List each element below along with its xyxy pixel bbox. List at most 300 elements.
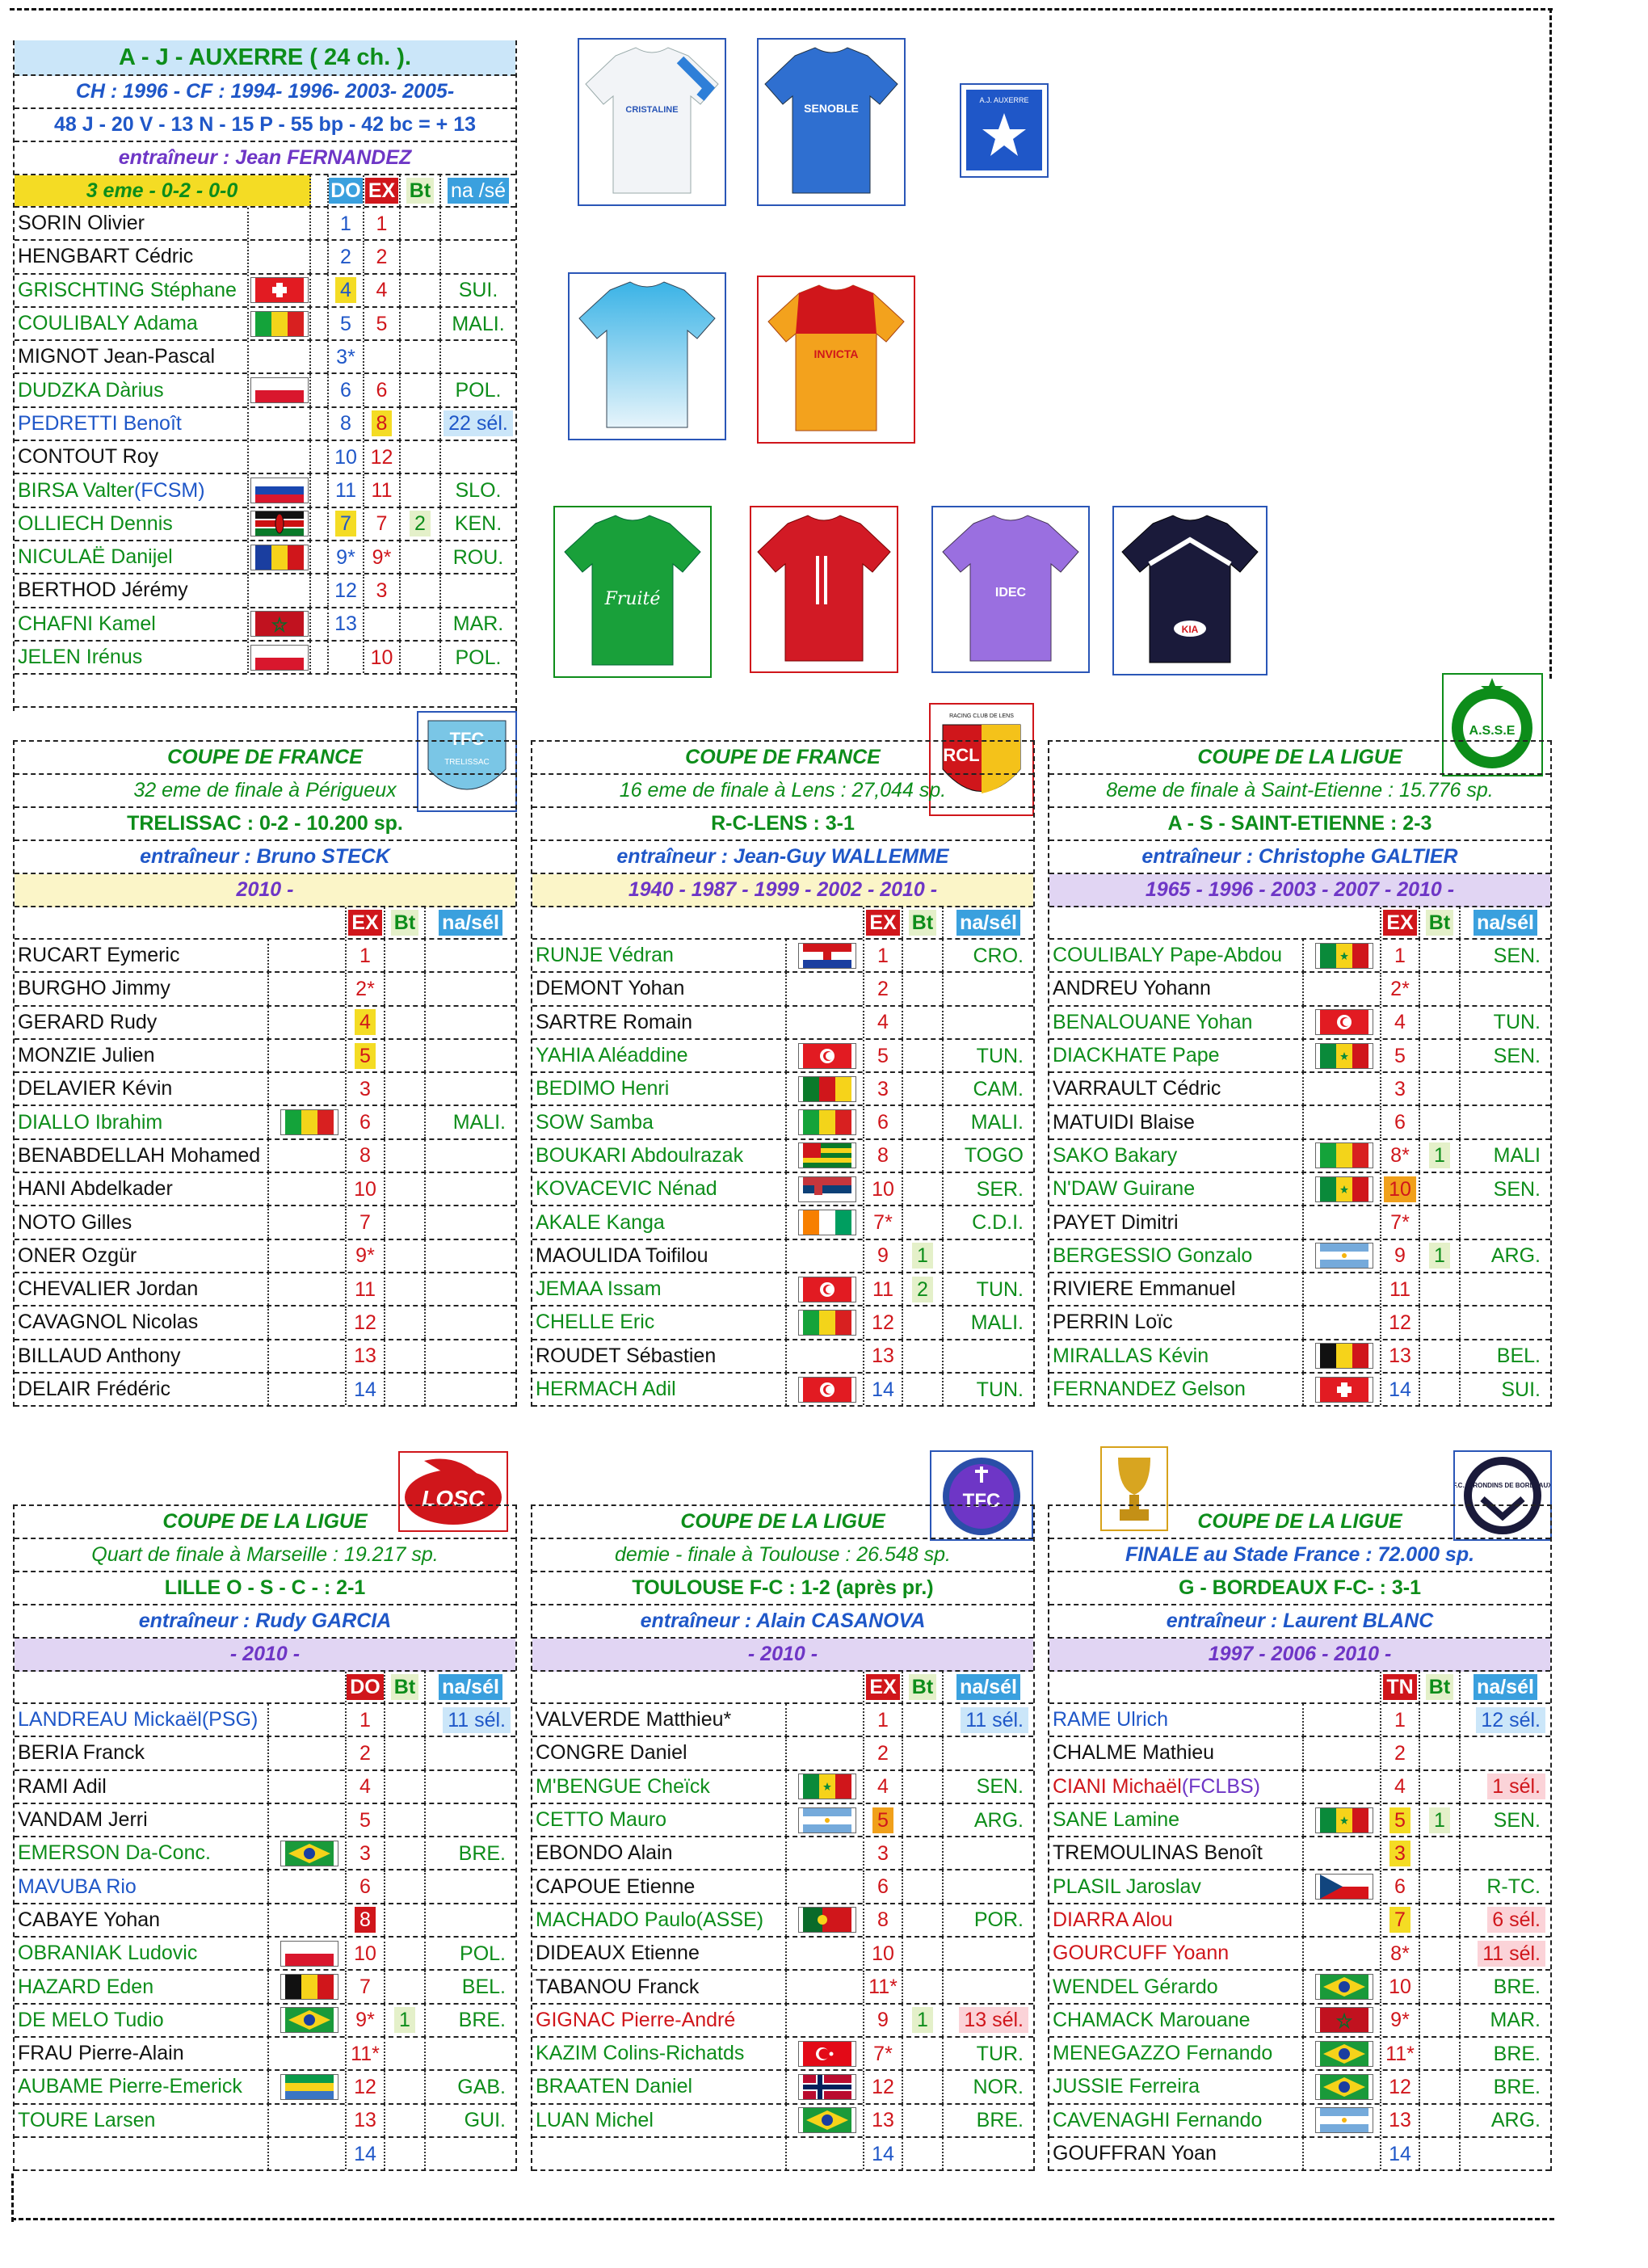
player-name-text: RAME Ulrich: [1053, 1708, 1169, 1732]
player-name-text: ANDREU Yohann: [1053, 977, 1211, 1000]
player-name: [532, 1837, 787, 1869]
shirt-number: 14: [347, 2138, 385, 2169]
player-row: [15, 1837, 515, 1870]
player-name-text: CHALME Mathieu: [1053, 1741, 1215, 1765]
nationality: [944, 1870, 1033, 1902]
nationality: CAM.: [973, 1077, 1024, 1100]
header-empty: [1049, 907, 1381, 938]
player-row: [15, 2038, 515, 2071]
nationality: [441, 208, 515, 239]
player-name: [1049, 1340, 1304, 1372]
player-flag: [269, 1007, 347, 1038]
player-row: [15, 408, 515, 441]
player-name: [15, 308, 249, 339]
goals: [1420, 1106, 1461, 1138]
player-name-text: EBONDO Alain: [536, 1841, 673, 1865]
goals: [385, 1040, 426, 1071]
player-row: [532, 973, 1033, 1006]
panel-header-row: [1049, 1672, 1550, 1704]
player-name-text: GIGNAC Pierre-André: [536, 2008, 736, 2031]
shirt-number: 9: [864, 1240, 903, 1272]
player-row-empty: [15, 675, 515, 708]
nationality: BRE.: [458, 1841, 506, 1865]
player-name: [532, 1804, 787, 1836]
player-name-text: TOURE Larsen: [18, 2108, 156, 2131]
player-flag: [787, 1307, 864, 1338]
player-row: [15, 1771, 515, 1804]
goals: [385, 1206, 426, 1238]
player-name: [15, 2005, 269, 2036]
cup-years: - 2010 -: [532, 1639, 1033, 1672]
player-row: [1049, 1971, 1550, 2004]
player-name-text: OLLIECH Dennis: [18, 511, 173, 535]
player-name-text: BIRSA Valter: [18, 478, 135, 502]
player-flag: [1304, 2105, 1381, 2136]
p4-panel: [13, 1504, 517, 2171]
player-row: [15, 1870, 515, 1904]
player-name-text: VANDAM Jerri: [18, 1808, 148, 1832]
player-row: [1049, 1340, 1550, 1374]
player-name: [1049, 1040, 1304, 1071]
player-name: [532, 1737, 787, 1769]
col-na-header: [426, 907, 515, 938]
goals: [903, 1140, 944, 1172]
shirt-do: 6: [329, 374, 364, 406]
player-name: [15, 1140, 269, 1172]
goals: [903, 973, 944, 1004]
player-name: [15, 1870, 269, 1902]
col-bt-header: [903, 907, 944, 938]
player-name: [15, 1007, 269, 1038]
player-flag: [1304, 2071, 1381, 2102]
jersey-lens: [757, 276, 915, 444]
col-na-header-label: na/sél: [956, 910, 1020, 936]
player-name-text: CHAMACK Marouane: [1053, 2008, 1251, 2031]
jersey-sponsor: IDEC: [994, 586, 1027, 600]
player-name-text: AUBAME Pierre-Emerick: [18, 2075, 242, 2098]
shirt-do: 11: [329, 474, 364, 506]
player-name: [532, 2138, 787, 2169]
goals: [1420, 1007, 1461, 1038]
header-empty: [532, 1672, 864, 1702]
nationality: [426, 1040, 515, 1071]
player-row: [1049, 1173, 1550, 1206]
col-na-header-label: na/sél: [1474, 910, 1537, 936]
player-name-text: LUAN Michel: [536, 2108, 654, 2131]
player-name-text: MAVUBA Rio: [18, 1875, 137, 1898]
player-flag: [787, 973, 864, 1004]
player-name-text: BERTHOD Jérémy: [18, 579, 188, 602]
nationality: POR.: [973, 1908, 1024, 1932]
coach-line: entraîneur : Rudy GARCIA: [15, 1605, 515, 1639]
spacer: [311, 441, 329, 473]
player-name: [15, 973, 269, 1004]
shirt-number: 13: [347, 1340, 385, 1372]
player-flag: [787, 1870, 864, 1902]
shirt-number: 5: [864, 1804, 903, 1836]
player-row: [532, 1106, 1033, 1139]
header-empty: [15, 1672, 347, 1702]
shirt-number: 3: [864, 1837, 903, 1869]
nationality: [944, 1340, 1033, 1372]
goals: [401, 341, 441, 372]
player-flag: [269, 1106, 347, 1138]
auxerre-title: A - J - AUXERRE ( 24 ch. ).: [15, 40, 515, 76]
nationality: [1461, 1206, 1550, 1238]
player-name-text: MAOULIDA Toifilou: [536, 1243, 708, 1267]
player-name-text: TREMOULINAS Benoît: [1053, 1841, 1263, 1865]
goals: [401, 374, 441, 406]
player-name: [15, 1206, 269, 1238]
nationality: TUN.: [1493, 1011, 1541, 1034]
nationality: [426, 2038, 515, 2069]
player-flag: [1304, 1771, 1381, 1803]
shirt-number: 1: [1381, 1704, 1420, 1736]
auxerre-titles: CH : 1996 - CF : 1994- 1996- 2003- 2005-: [15, 76, 515, 109]
player-flag: [269, 1971, 347, 2002]
player-name-text: SANE Lamine: [1053, 1808, 1180, 1832]
goals: 1: [903, 1240, 944, 1272]
player-row: [532, 1837, 1033, 1870]
player-name-text: JEMAA Issam: [536, 1277, 662, 1301]
shirt-number: 12: [864, 2071, 903, 2102]
player-name: [532, 1273, 787, 1305]
player-name-text: ONER Ozgür: [18, 1243, 137, 1267]
player-name-text: MIGNOT Jean-Pascal: [18, 345, 216, 368]
col-bt-header: [385, 1672, 426, 1702]
player-name-text: MACHADO Paulo: [536, 1908, 696, 1931]
player-row: [15, 1374, 515, 1407]
player-name-text: CIANI Michaël: [1053, 1774, 1182, 1798]
shirt-number: 7: [347, 1971, 385, 2002]
player-name-text: MATUIDI Blaise: [1053, 1110, 1195, 1134]
player-name: [1049, 2138, 1304, 2169]
player-flag: [787, 2038, 864, 2069]
player-row: [1049, 2138, 1550, 2171]
coach-line: entraîneur : Christophe GALTIER: [1049, 841, 1550, 874]
player-row: [15, 1704, 515, 1737]
player-flag: [269, 1140, 347, 1172]
p1-panel: [13, 740, 517, 1407]
player-name: [532, 1206, 787, 1238]
player-flag: [1304, 2138, 1381, 2169]
player-row: [1049, 1938, 1550, 1971]
player-flag: [787, 1938, 864, 1969]
col-na-header: [1461, 1672, 1550, 1702]
shirt-number: 10: [347, 1938, 385, 1969]
shirt-ex: 1: [364, 208, 401, 239]
col-shirt-header-label: EX: [348, 910, 381, 936]
shirt-number: 1: [347, 940, 385, 971]
jersey-sponsor: Fruité: [604, 589, 661, 609]
player-name-text: COULIBALY Pape-Abdou: [1053, 944, 1282, 967]
col-bt-header-label: Bt: [1426, 1674, 1453, 1700]
player-flag: [249, 441, 311, 473]
player-flag: [1304, 2005, 1381, 2036]
cup-years: 1940 - 1987 - 1999 - 2002 - 2010 -: [532, 874, 1033, 907]
col-shirt-header: [864, 907, 903, 938]
shirt-number: 9*: [347, 1240, 385, 1272]
player-name: [15, 1273, 269, 1305]
goals: [1420, 1904, 1461, 1936]
player-name: [15, 1737, 269, 1769]
player-name: [532, 1938, 787, 1969]
player-flag: [269, 1206, 347, 1238]
player-row: [15, 2105, 515, 2138]
nationality: R-TC.: [1486, 1875, 1541, 1899]
goals: [903, 1374, 944, 1405]
player-flag: [787, 1007, 864, 1038]
goals: [1420, 2038, 1461, 2069]
col-bt-header: Bt: [406, 178, 434, 204]
player-flag: [787, 1273, 864, 1305]
player-row: [532, 1073, 1033, 1106]
nationality: 6 sél.: [1461, 1904, 1550, 1936]
player-name: [15, 341, 249, 372]
header-empty: [15, 907, 347, 938]
player-flag: [787, 1904, 864, 1936]
col-bt-header: [903, 1672, 944, 1702]
empty-cell: [15, 675, 311, 706]
player-name: [15, 541, 249, 573]
player-row: [532, 1273, 1033, 1307]
spacer: [311, 275, 329, 306]
nationality: BEL.: [461, 1976, 506, 1999]
goals: [903, 1106, 944, 1138]
p2-panel: [531, 740, 1035, 1407]
nationality: GUI.: [464, 2109, 506, 2132]
player-flag: [249, 374, 311, 406]
player-flag: [787, 1374, 864, 1405]
player-name-text: KOVACEVIC Nénad: [536, 1177, 717, 1201]
player-name-text: MONZIE Julien: [18, 1044, 155, 1067]
player-name: [15, 1771, 269, 1803]
player-flag: [787, 1073, 864, 1105]
player-row: [15, 474, 515, 507]
player-name: [15, 1837, 269, 1869]
goals: [903, 1971, 944, 2002]
goals: [385, 1771, 426, 1803]
player-name: [532, 1971, 787, 2002]
goals: [401, 541, 441, 573]
nationality: TUR.: [976, 2042, 1024, 2065]
goals: [1420, 1173, 1461, 1205]
goals: [1420, 1870, 1461, 1902]
spacer: [311, 374, 329, 406]
player-name: [532, 1704, 787, 1736]
player-flag: [787, 1240, 864, 1272]
nationality: SUI.: [458, 279, 498, 302]
shirt-do: 4: [329, 275, 364, 306]
player-name-text: N'DAW Guirane: [1053, 1177, 1196, 1201]
competition-title: COUPE DE LA LIGUE: [1049, 1506, 1550, 1539]
col-do-header: DO: [329, 178, 364, 204]
player-flag: [269, 1273, 347, 1305]
jersey-auxerre-blue: [757, 38, 906, 206]
player-name: [532, 940, 787, 971]
player-name: [15, 940, 269, 971]
player-row: [1049, 2071, 1550, 2104]
player-name: [1049, 1737, 1304, 1769]
player-club-note: (PSG): [201, 1708, 259, 1732]
goals: [903, 1737, 944, 1769]
goals: [385, 1173, 426, 1205]
goals: [903, 1904, 944, 1936]
nationality: [426, 940, 515, 971]
shirt-ex: 8: [364, 408, 401, 440]
goals: [401, 642, 441, 673]
shirt-number: 11*: [347, 2038, 385, 2069]
spacer: [311, 308, 329, 339]
nationality: POL.: [460, 1942, 506, 1965]
shirt-number: 2*: [347, 973, 385, 1004]
player-row: [1049, 1307, 1550, 1340]
player-row: [1049, 1007, 1550, 1040]
auxerre-coach: entraîneur : Jean FERNANDEZ: [15, 142, 515, 175]
shirt-number: 8: [347, 1140, 385, 1172]
col-na-header: [426, 1672, 515, 1702]
player-name: [1049, 1073, 1304, 1105]
player-flag: [1304, 2038, 1381, 2069]
goals: [1420, 973, 1461, 1004]
player-name: [1049, 1007, 1304, 1038]
player-name: [1049, 1140, 1304, 1172]
player-row: [532, 1971, 1033, 2004]
player-name-text: CHEVALIER Jordan: [18, 1277, 199, 1301]
player-name: [15, 1040, 269, 1071]
shirt-number: 10: [1381, 1173, 1420, 1205]
goals: [903, 1073, 944, 1105]
nationality: 1 sél.: [1461, 1771, 1550, 1803]
player-flag: [1304, 1140, 1381, 1172]
player-row: [1049, 1737, 1550, 1770]
shirt-do: 10: [329, 441, 364, 473]
player-name: [1049, 940, 1304, 971]
goals: [903, 1837, 944, 1869]
goals: [385, 2038, 426, 2069]
player-row: [15, 1140, 515, 1173]
goals: [903, 1040, 944, 1071]
player-row: [1049, 940, 1550, 973]
col-shirt-header-label: EX: [1383, 910, 1416, 936]
nationality: BRE.: [976, 2109, 1024, 2132]
player-name-text: HENGBART Cédric: [18, 245, 194, 268]
player-row: [532, 1374, 1033, 1407]
player-row: [1049, 2038, 1550, 2071]
shirt-number: 6: [864, 1870, 903, 1902]
player-name-text: SORIN Olivier: [18, 212, 145, 235]
player-name: [15, 1971, 269, 2002]
coach-line: entraîneur : Jean-Guy WALLEMME: [532, 841, 1033, 874]
player-name-text: RIVIERE Emmanuel: [1053, 1277, 1236, 1301]
shirt-number: 1: [1381, 940, 1420, 971]
nationality: [944, 973, 1033, 1004]
shirt-number: 3: [1381, 1837, 1420, 1869]
competition-title: COUPE DE LA LIGUE: [1049, 742, 1550, 775]
col-bt-header: [385, 907, 426, 938]
player-row: [532, 1870, 1033, 1904]
goals: [385, 1307, 426, 1338]
nationality: SEN.: [1493, 1177, 1541, 1201]
player-row: [1049, 1771, 1550, 1804]
shirt-number: 10: [1381, 1971, 1420, 2002]
goals: [385, 1340, 426, 1372]
player-name-text: BOUKARI Abdoulrazak: [536, 1143, 744, 1167]
goals: [1420, 1971, 1461, 2002]
nationality: KEN.: [454, 512, 502, 536]
goals: [385, 1704, 426, 1736]
cup-years: 2010 -: [15, 874, 515, 907]
player-name-text: CONTOUT Roy: [18, 445, 159, 469]
player-name: [1049, 1173, 1304, 1205]
goals: [1420, 2105, 1461, 2136]
player-name-text: PLASIL Jaroslav: [1053, 1875, 1201, 1898]
goals: [401, 474, 441, 506]
player-row: [532, 1007, 1033, 1040]
player-name-text: CHELLE Eric: [536, 1311, 655, 1334]
player-name-text: CAVAGNOL Nicolas: [18, 1311, 199, 1334]
competition-title: COUPE DE FRANCE: [532, 742, 1033, 775]
player-name: [1049, 1374, 1304, 1405]
goals: [903, 1938, 944, 1969]
nationality: 11 sél.: [1461, 1938, 1550, 1969]
col-ex-header: EX: [365, 178, 398, 204]
shirt-number: 5: [864, 1040, 903, 1071]
player-row: [15, 608, 515, 642]
nationality: MAR.: [1490, 2009, 1541, 2032]
nationality: [944, 1007, 1033, 1038]
player-flag: [787, 940, 864, 971]
shirt-number: 2: [864, 1737, 903, 1769]
shirt-number: 11*: [1381, 2038, 1420, 2069]
player-flag: [787, 2105, 864, 2136]
player-row: [15, 1307, 515, 1340]
player-flag: [269, 2005, 347, 2036]
player-name: [1049, 1240, 1304, 1272]
goals: [385, 1374, 426, 1405]
player-row: [15, 1173, 515, 1206]
nationality: [441, 441, 515, 473]
goals: [903, 1870, 944, 1902]
player-name: [1049, 1870, 1304, 1902]
player-flag: [787, 2138, 864, 2169]
player-name-text: NICULAË Danijel: [18, 545, 173, 569]
player-row: [15, 1804, 515, 1837]
nationality: SLO.: [455, 479, 502, 503]
goals: [385, 1804, 426, 1836]
shirt-number: 7: [347, 1206, 385, 1238]
shirt-ex: [364, 608, 401, 640]
shirt-number: 8: [864, 1904, 903, 1936]
player-club-note: (FCSM): [134, 478, 205, 502]
shirt-number: 5: [1381, 1040, 1420, 1071]
player-row: [532, 1173, 1033, 1206]
col-na-header-label: na/sél: [439, 1674, 502, 1700]
player-name: [532, 1140, 787, 1172]
nationality: [426, 1870, 515, 1902]
player-name-text: CONGRE Daniel: [536, 1741, 687, 1765]
logo-text: F.C. GIRONDINS DE BORDEAUX: [1455, 1482, 1550, 1489]
goals: [1420, 1340, 1461, 1372]
player-name-text: DIALLO Ibrahim: [18, 1110, 163, 1134]
nationality: CRO.: [973, 944, 1024, 967]
player-flag: [269, 1737, 347, 1769]
shirt-number: 14: [864, 1374, 903, 1405]
spacer: [311, 541, 329, 573]
player-name-text: DUDZKA Dàrius: [18, 378, 164, 402]
nationality: [426, 1771, 515, 1803]
player-name-text: CETTO Mauro: [536, 1808, 667, 1832]
